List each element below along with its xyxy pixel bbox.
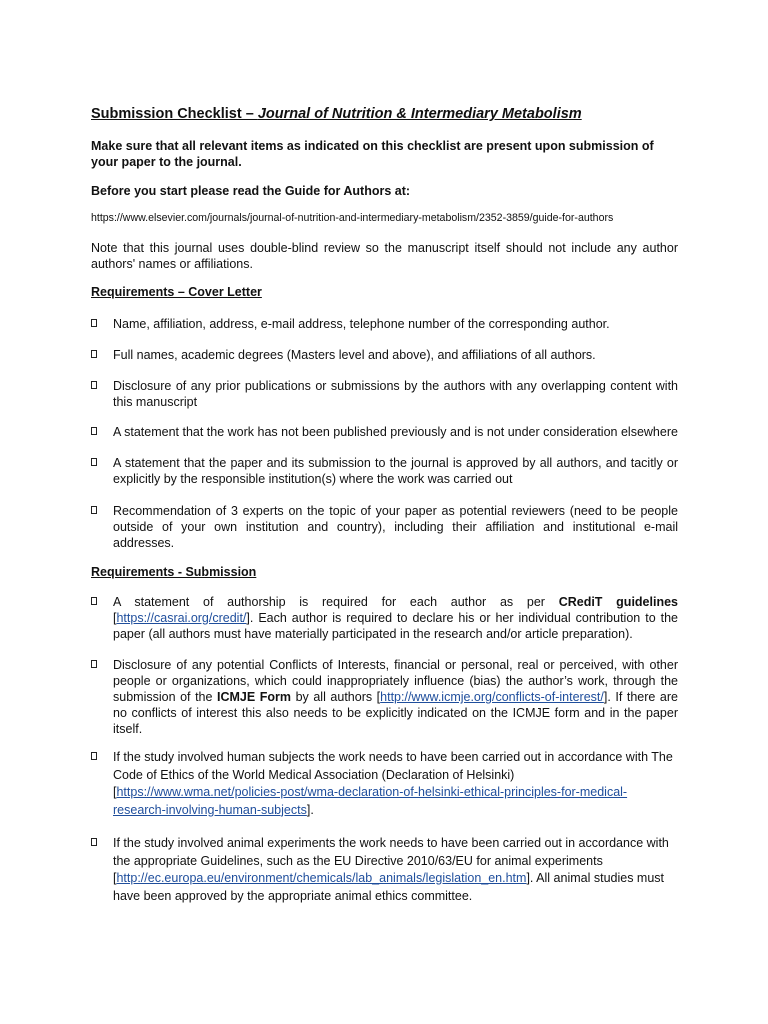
- checkbox-icon[interactable]: [91, 752, 97, 760]
- checkbox-icon[interactable]: [91, 381, 97, 389]
- list-item: A statement that the paper and its submission to the journal is approved by all authors, and tacitly or explicitly by the responsible institution(s) where the work was carried out: [91, 455, 678, 487]
- guide-url: https://www.elsevier.com/journals/journal-of-nutrition-and-intermediary-metabolism/2352-3859/guide-for-authors: [91, 212, 614, 224]
- icmje-form: ICMJE Form: [217, 690, 292, 704]
- list-item: Name, affiliation, address, e-mail address, telephone number of the corresponding author.: [91, 316, 678, 332]
- page-title: [91, 106, 582, 122]
- list-item: Disclosure of any prior publications or submissions by the authors with any overlapping content with this manuscript: [91, 378, 678, 410]
- checkbox-icon[interactable]: [91, 660, 97, 668]
- credit-guidelines: CRediT guidelines: [558, 595, 678, 609]
- submission-heading: Requirements - Submission: [91, 565, 257, 579]
- eu-directive-link[interactable]: http://ec.europa.eu/environment/chemicals/lab_animals/legislation_en.htm: [116, 871, 527, 885]
- list-item: A statement that the work has not been published previously and is not under consideration elsewhere: [91, 424, 678, 440]
- checkbox-icon[interactable]: [91, 427, 97, 435]
- checkbox-icon[interactable]: [91, 597, 97, 605]
- list-item: Full names, academic degrees (Masters level and above), and affiliations of all authors.: [91, 347, 678, 363]
- journal-name: Journal of Nutrition & Intermediary Metabolism: [257, 106, 582, 122]
- icmje-link[interactable]: http://www.icmje.org/conflicts-of-interest/: [380, 690, 604, 704]
- checkbox-icon[interactable]: [91, 506, 97, 514]
- list-item-authorship: A statement of authorship is required for each author as per CRediT guidelines [https://casrai.org/credit/]. Each author is required to declare his or her individual contribution to the paper (all authors must have materially participated in the research and/or article preparation).: [91, 594, 678, 642]
- title-prefix: Submission Checklist –: [91, 106, 258, 122]
- checkbox-icon[interactable]: [91, 838, 97, 846]
- intro-make-sure: Make sure that all relevant items as indicated on this checklist are present upon submission of your paper to the journal.: [91, 139, 654, 169]
- intro-before-start: Before you start please read the Guide for Authors at:: [91, 184, 411, 198]
- helsinki-link[interactable]: https://www.wma.net/policies-post/wma-declaration-of-helsinki-ethical-principles-for-medical-research-involving-human-subjects: [113, 785, 628, 817]
- intro-note: Note that this journal uses double-blind review so the manuscript itself should not include any author authors' names or affiliations.: [91, 241, 678, 271]
- checkbox-icon[interactable]: [91, 458, 97, 466]
- list-item-human-subjects: If the study involved human subjects the work needs to have been carried out in accordance with The Code of Ethics of the World Medical Association (Declaration of Helsinki) [https://www.wma.net/policies-post/wma-declaration-of-helsinki-ethical-principles-for-medical-research-involving-human-subjects].: [91, 749, 678, 819]
- list-item-conflicts: Disclosure of any potential Conflicts of Interests, financial or personal, real or perceived, with other people or organizations, which could inappropriately influence (bias) the author’s work, through the submission of the ICMJE Form by all authors [http://www.icmje.org/conflicts-of-interest/]. If there are no conflicts of interest this also needs to be explicitly indicated on the ICMJE form and in the paper itself.: [91, 657, 678, 737]
- list-item: Recommendation of 3 experts on the topic of your paper as potential reviewers (need to be people outside of your own institution and country), including their affiliation and institutional e-mail addresses.: [91, 503, 678, 551]
- checkbox-icon[interactable]: [91, 319, 97, 327]
- checkbox-icon[interactable]: [91, 350, 97, 358]
- cover-letter-heading: Requirements – Cover Letter: [91, 285, 262, 299]
- list-item-animal-experiments: If the study involved animal experiments the work needs to have been carried out in accordance with the appropriate Guidelines, such as the EU Directive 2010/63/EU for animal experiments [http://ec.europa.eu/environment/chemicals/lab_animals/legislation_en.htm]. All animal studies must have been approved by the appropriate animal ethics committee.: [91, 835, 678, 905]
- credit-link[interactable]: https://casrai.org/credit/: [116, 611, 247, 625]
